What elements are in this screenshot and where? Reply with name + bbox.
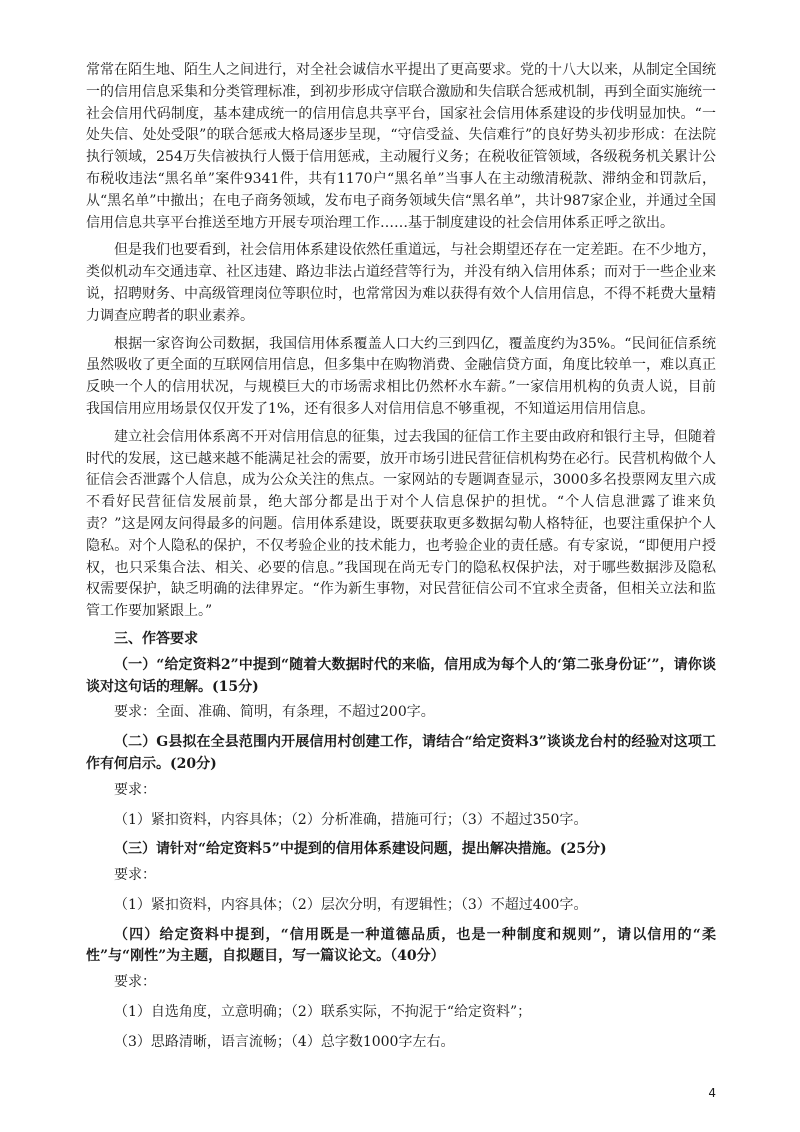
question-title: （一）“给定资料2”中提到“随着大数据时代的来临，信用成为每个人的‘第二张身份证’”，请你谈谈对这句话的理解。(15分) [86, 656, 716, 695]
question-block [86, 655, 716, 724]
question-title: （四）给定资料中提到，“信用既是一种道德品质，也是一种制度和规则”，请以信用的“柔性”与“刚性”为主题，自拟题目，写一篇议论文。（40分） [86, 926, 716, 965]
document-body [86, 60, 716, 1062]
requirement-label: 要求： [114, 781, 156, 798]
requirement-line: （1）紧扣资料，内容具体；（2）层次分明，有逻辑性；（3）不超过400字。 [114, 896, 588, 913]
question-block [86, 925, 716, 1054]
body-paragraph: 但是我们也要看到，社会信用体系建设依然任重道远，与社会期望还存在一定差距。在不少地方，类似机动车交通违章、社区违建、路边非法占道经营等行为，并没有纳入信用体系；而对于一些企业来说，招聘财务、中高级管理岗位等职位时，也常常因为难以获得有效个人信用信息，不得不耗费大量精力调查应聘者的职业素养。 [86, 242, 716, 324]
requirement-line: （1）自选角度，立意明确；（2）联系实际，不拘泥于“给定资料”； [114, 1004, 532, 1021]
requirement-line: （3）思路清晰，语言流畅；（4）总字数1000字左右。 [114, 1033, 455, 1050]
requirement-line: （1）紧扣资料，内容具体；（2）分析准确，措施可行；（3）不超过350字。 [114, 811, 588, 828]
page-number: 4 [708, 1086, 716, 1100]
question-block [86, 732, 716, 831]
requirement-line: 要求：全面、准确、简明，有条理，不超过200字。 [114, 704, 435, 721]
body-paragraph: 常常在陌生地、陌生人之间进行，对全社会诚信水平提出了更高要求。党的十八大以来，从制定全国统一的信用信息采集和分类管理标准，到初步形成守信联合激励和失信联合惩戒机制，再到全面实施统一社会信用代码制度，基本建成统一的信用信息共享平台，国家社会信用体系建设的步伐明显加快。“一处失信、处处受限”的联合惩戒大格局逐步呈现，“守信受益、失信难行”的良好势头初步形成：在法院执行领域，254万失信被执行人慑于信用惩戒，主动履行义务；在税收征管领域，各级税务机关累计公布税收违法“黑名单”案件9341件，共有1170户“黑名单”当事人在主动缴清税款、滞纳金和罚款后，从“黑名单”中撤出；在电子商务领域，发布电子商务领域失信“黑名单”，共计987家企业，并通过全国信用信息共享平台推送至地方开展专项治理工作……基于制度建设的社会信用体系正呼之欲出。 [86, 62, 716, 231]
requirement-label: 要求： [114, 867, 156, 884]
requirement-label: 要求： [114, 974, 156, 991]
question-block [86, 839, 716, 916]
section-heading: 三、作答要求 [114, 630, 198, 647]
question-title: （二）G县拟在全县范围内开展信用村创建工作，请结合“给定资料3”谈谈龙台村的经验对这项工作有何启示。(20分) [86, 734, 716, 772]
body-paragraph: 建立社会信用体系离不开对信用信息的征集，过去我国的征信工作主要由政府和银行主导，但随着时代的发展，这已越来越不能满足社会的需要，放开市场引进民营征信机构势在必行。民营机构做个人征信会否泄露个人信息，成为公众关注的焦点。一家网站的专题调查显示，3000多名投票网友里六成不看好民营征信发展前景，绝大部分都是出于对个人信息保护的担忧。“个人信息泄露了谁来负责？”这是网友问得最多的问题。信用体系建设，既要获取更多数据勾勒人格特征，也要注重保护个人隐私。对个人隐私的保护，不仅考验企业的技术能力，也考验企业的责任感。有专家说，“即便用户授权，也只采集合法、相关、必要的信息。”我国现在尚无专门的隐私权保护法，对于哪些数据涉及隐私权需要保护，缺乏明确的法律界定。“作为新生事物，对民营征信公司不宜求全责备，但相关立法和监管工作要加紧跟上。” [86, 428, 716, 620]
body-paragraph: 根据一家咨询公司数据，我国信用体系覆盖人口大约三到四亿，覆盖度约为35%。“民间征信系统虽然吸收了更全面的互联网信用信息，但多集中在购物消费、金融信贷方面，角度比较单一，难以真正反映一个人的信用状况，与规模巨大的市场需求相比仍然杯水车薪。”一家信用机构的负责人说，目前我国信用应用场景仅仅开发了1%，还有很多人对信用信息不够重视，不知道运用信用信息。 [86, 335, 716, 417]
question-title: （三）请针对“给定资料5”中提到的信用体系建设问题，提出解决措施。(25分) [114, 841, 607, 858]
